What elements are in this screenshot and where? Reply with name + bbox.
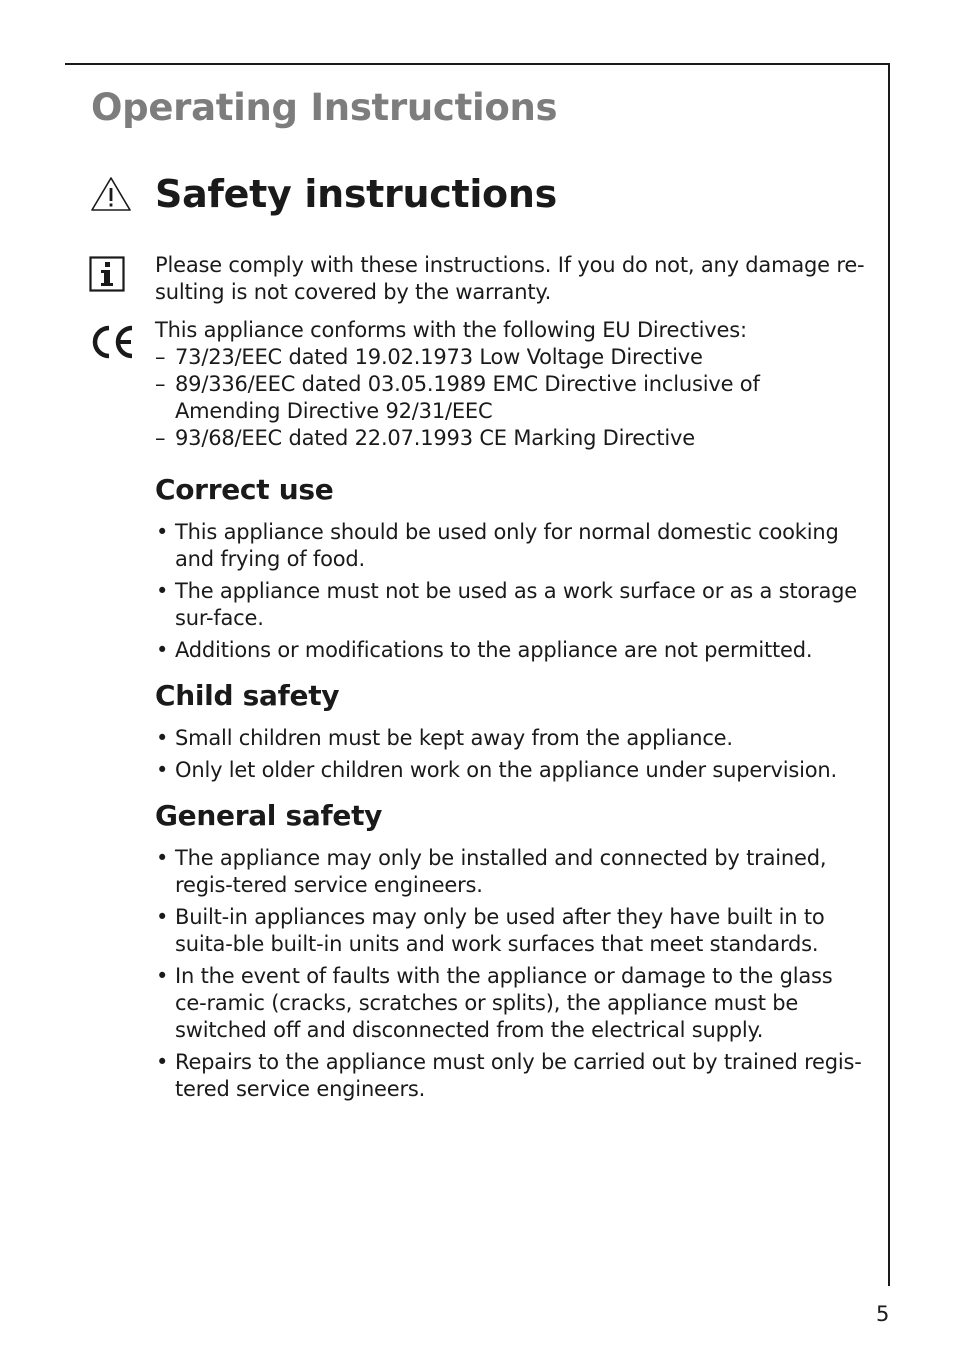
correct-use-list bbox=[155, 519, 870, 664]
list-item: – 73/23/EEC dated 19.02.1973 Low Voltage Directive bbox=[155, 344, 870, 371]
page-heading: Safety instructions bbox=[155, 172, 557, 216]
list-item: • Small children must be kept away from the appliance. bbox=[155, 725, 870, 752]
list-item: – 93/68/EEC dated 22.07.1993 CE Marking Directive bbox=[155, 425, 870, 452]
eu-directives-list bbox=[155, 344, 870, 452]
list-item: • Only let older children work on the appliance under supervision. bbox=[155, 757, 870, 784]
child-safety-heading: Child safety bbox=[155, 679, 340, 712]
ce-mark-icon bbox=[89, 322, 135, 362]
info-icon bbox=[89, 256, 125, 292]
top-rule bbox=[65, 63, 890, 65]
list-item: • Additions or modifications to the appliance are not permitted. bbox=[155, 637, 870, 664]
general-safety-list bbox=[155, 845, 870, 1103]
list-item: • Repairs to the appliance must only be carried out by trained regis-tered service engineers. bbox=[155, 1049, 870, 1103]
content-body bbox=[155, 252, 870, 1108]
correct-use-heading: Correct use bbox=[155, 473, 334, 506]
general-safety-heading: General safety bbox=[155, 799, 383, 832]
list-item: • Built-in appliances may only be used after they have built in to suita-ble built-in units and work surfaces that meet standards. bbox=[155, 904, 870, 958]
eu-directives-intro: This appliance conforms with the following EU Directives: bbox=[155, 318, 747, 342]
list-item: • In the event of faults with the appliance or damage to the glass ce-ramic (cracks, scratches or splits), the appliance must be switched off and disconnected from the electrical supply. bbox=[155, 963, 870, 1044]
child-safety-list bbox=[155, 725, 870, 784]
list-item: • The appliance may only be installed and connected by trained, regis-tered service engineers. bbox=[155, 845, 870, 899]
warranty-note: Please comply with these instructions. If you do not, any damage re-sulting is not covered by the warranty. bbox=[155, 253, 865, 304]
warning-triangle-icon bbox=[90, 176, 132, 212]
list-item: – 89/336/EEC dated 03.05.1989 EMC Directive inclusive of Amending Directive 92/31/EEC bbox=[155, 371, 870, 425]
right-rule bbox=[888, 63, 890, 1286]
page-number: 5 bbox=[876, 1302, 890, 1326]
section-title: Operating Instructions bbox=[91, 86, 558, 129]
list-item: • This appliance should be used only for normal domestic cooking and frying of food. bbox=[155, 519, 870, 573]
list-item: • The appliance must not be used as a work surface or as a storage sur-face. bbox=[155, 578, 870, 632]
